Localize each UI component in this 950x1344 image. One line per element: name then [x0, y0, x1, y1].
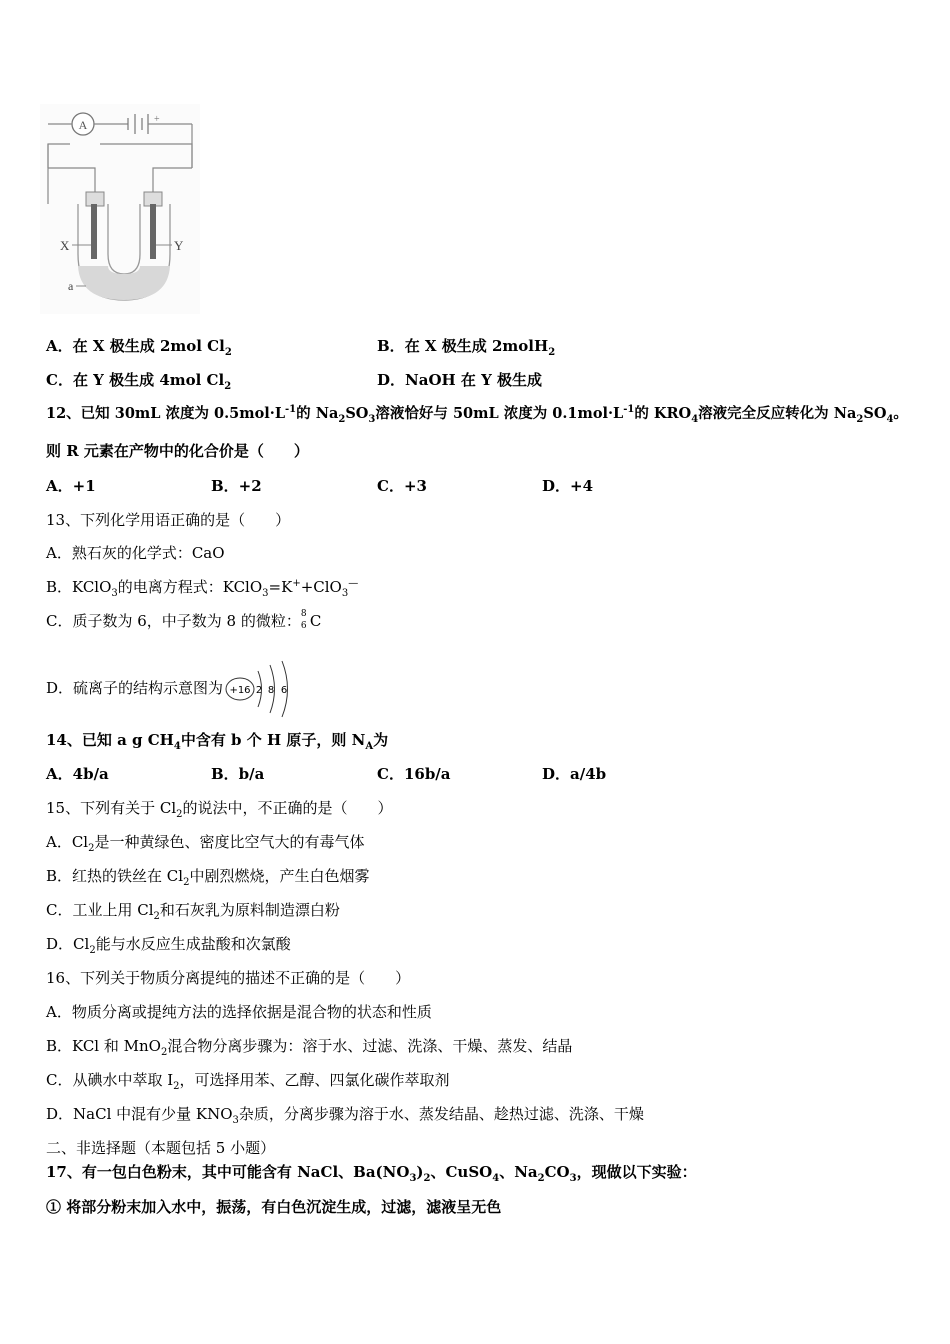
electrode-y-label: Y	[174, 238, 184, 253]
electrolysis-u-tube-diagram	[40, 104, 200, 314]
q15-stem: 15、下列有关于 $Cl_2$的说法中，不正确的是（ ）	[46, 799, 393, 820]
shell-2-electrons: 8	[267, 685, 275, 696]
q11-option-b: B．在 X 极生成 2molH$_2$	[377, 337, 556, 358]
battery-plus: +	[154, 114, 160, 125]
q12-option-c: C．+3	[377, 477, 427, 495]
q16-option-b: B．KCl 和 MnO$_2$混合物分离步骤为：溶于水、过滤、洗涤、干燥、蒸发、结晶	[46, 1037, 573, 1058]
q14-option-c: C．16b/a	[377, 765, 451, 783]
q15-option-c: C．工业上用 $Cl_2$和石灰乳为原料制造漂白粉	[46, 901, 340, 922]
q13-option-d: D．硫离子的结构示意图为 +16 2 8 6	[46, 659, 295, 719]
ammeter-label: A	[78, 118, 88, 132]
q14-stem: 14、已知 a g $CH_4$中含有 b 个 H 原子，则 $N_A$为	[46, 731, 389, 752]
q15-option-b: B．红热的铁丝在 $Cl_2$中剧烈燃烧，产生白色烟雾	[46, 867, 370, 888]
q14-option-b: B．b/a	[211, 765, 265, 783]
solution-label: a	[68, 279, 74, 293]
q11-option-a: A．在 X 极生成 2mol $Cl_2$	[46, 337, 232, 358]
q13-option-b: B．KClO$_3$的电离方程式：KClO$_3$=K++ClO$_3$—	[46, 578, 359, 599]
q12-stem-line1: 12、已知 30mL 浓度为 $0.5mol\cdot L^{-1}$的 $Na_2SO_3$溶液恰好与 50mL 浓度为 $0.1mol\cdot L^{-1}$的 $KRO_4$溶液完全反应转化为 $Na_2SO_4$。	[46, 404, 908, 425]
q11-option-d: D．NaOH 在 Y 极生成	[377, 371, 543, 389]
q12-option-d: D．+4	[542, 477, 594, 495]
q12-option-b: B．+2	[211, 477, 262, 495]
nucleus-charge: +16	[229, 685, 251, 696]
q17-stem: 17、有一包白色粉末，其中可能含有 NaCl、$Ba(NO_3)_2$、CuSO$_4$、$Na_2CO_3$，现做以下实验：	[46, 1163, 697, 1184]
q15-option-d: D．$Cl_2$能与水反应生成盐酸和次氯酸	[46, 935, 291, 956]
q13-stem: 13、下列化学用语正确的是（ ）	[46, 511, 291, 529]
q16-stem: 16、下列关于物质分离提纯的描述不正确的是（ ）	[46, 969, 411, 987]
q16-option-c: C．从碘水中萃取 $I_2$，可选择用苯、乙醇、四氯化碳作萃取剂	[46, 1071, 450, 1092]
q12-option-a: A．+1	[46, 477, 96, 495]
shell-3-electrons: 6	[280, 685, 288, 696]
q11-option-c: C．在 Y 极生成 4mol $Cl_2$	[46, 371, 232, 392]
q16-option-a: A．物质分离或提纯方法的选择依据是混合物的状态和性质	[46, 1003, 432, 1021]
q15-option-a: A．$Cl_2$是一种黄绿色、密度比空气大的有毒气体	[46, 833, 365, 854]
q17-step-1: ① 将部分粉末加入水中，振荡，有白色沉淀生成，过滤，滤液呈无色	[46, 1198, 502, 1216]
shell-1-electrons: 2	[255, 685, 263, 696]
q14-option-a: A．4b/a	[46, 765, 109, 783]
q12-stem-line2: 则 R 元素在产物中的化合价是（ ）	[46, 442, 309, 460]
q13-option-a: A．熟石灰的化学式：CaO	[46, 544, 225, 562]
electrode-x-label: X	[60, 238, 70, 253]
q14-option-d: D．a/4b	[542, 765, 607, 783]
sulfur-ion-structure-diagram	[225, 659, 295, 719]
section-2-heading: 二、非选择题（本题包括 5 小题）	[46, 1139, 276, 1157]
q16-option-d: D．NaCl 中混有少量 $KNO_3$杂质，分离步骤为溶于水、蒸发结晶、趁热过滤、洗涤、干燥	[46, 1105, 644, 1126]
q13-option-c: C．质子数为 6，中子数为 8 的微粒： 8 6 C	[46, 609, 322, 631]
